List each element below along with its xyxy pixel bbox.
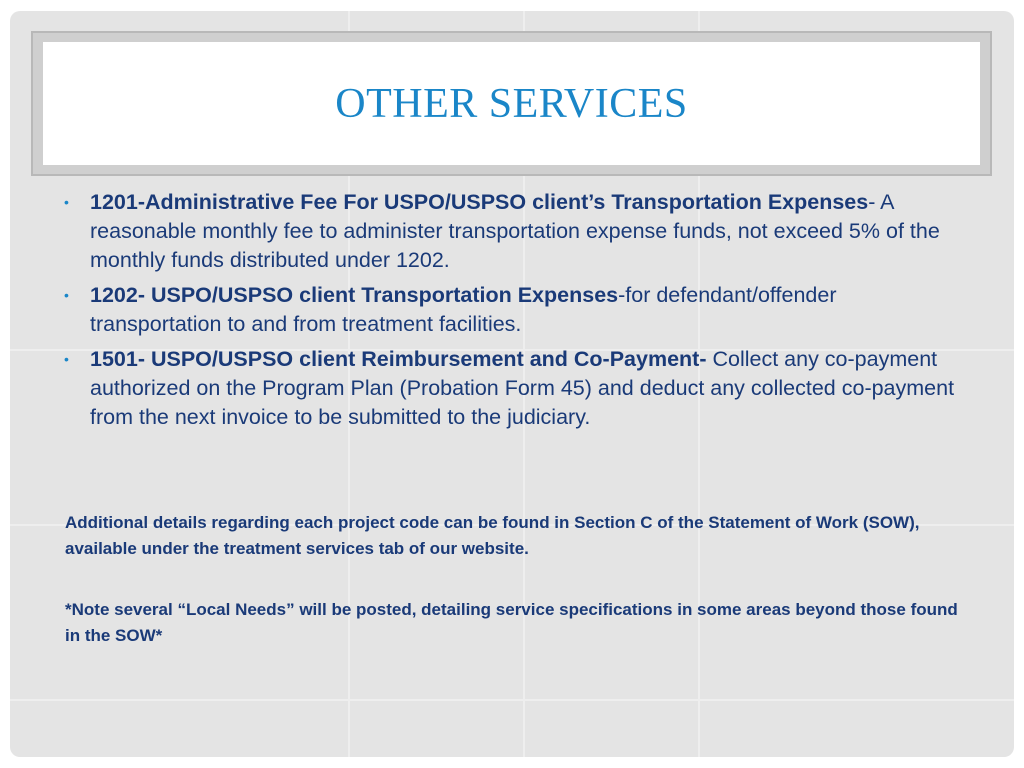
slide-title: OTHER SERVICES [335, 80, 688, 127]
bullet-heading: 1202- USPO/USPSO client Transportation Expenses [90, 283, 619, 307]
title-frame [31, 31, 992, 176]
bullet-text: Collect any co-payment authorized on the Program Plan (Probation Form 45) and deduct any collected co-payment from the next invoice to be submitted to the judiciary. [90, 347, 955, 429]
bullet-dot-icon: • [64, 351, 69, 367]
local-needs-note: *Note several “Local Needs” will be posted, detailing service specifications in some areas beyond those found in the SOW* [65, 600, 958, 645]
bullet-item-1201 [60, 188, 960, 275]
bullet-text: - A reasonable monthly fee to administer transportation expense funds, not exceed 5% of the monthly funds distributed under 1202. [90, 190, 940, 272]
grid-line [10, 699, 1014, 701]
additional-details-note: Additional details regarding each project code can be found in Section C of the Statement of Work (SOW), available under the treatment services tab of our website. [65, 513, 920, 558]
bullet-dot-icon: • [64, 194, 69, 210]
bullet-item-1501 [60, 345, 960, 432]
bullet-list [60, 188, 960, 438]
title-box [43, 42, 980, 165]
bullet-heading: 1201-Administrative Fee For USPO/USPSO client’s Transportation Expenses [90, 190, 869, 214]
bullet-dot-icon: • [64, 287, 69, 303]
bullet-text: -for defendant/offender transportation to and from treatment facilities. [90, 283, 837, 336]
bullet-heading: 1501- USPO/USPSO client Reimbursement and Co-Payment- [90, 347, 707, 371]
bullet-item-1202 [60, 281, 960, 339]
